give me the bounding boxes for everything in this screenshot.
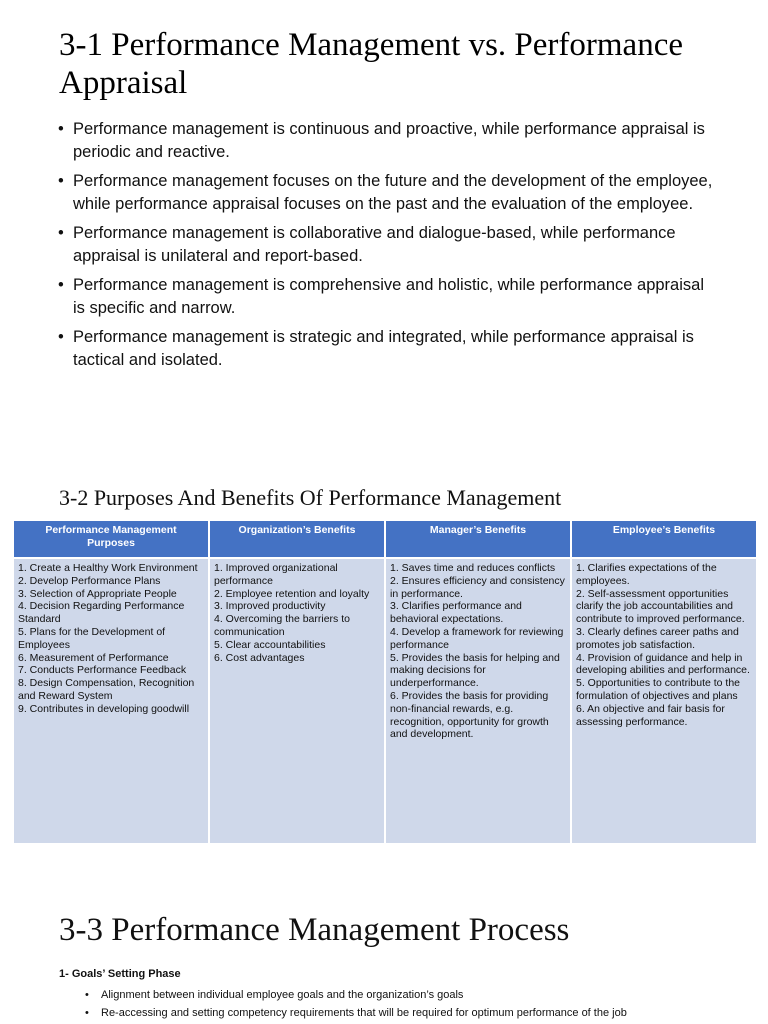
list-item: 8. Design Compensation, Recognition and Reward System [18, 677, 195, 702]
list-item: 6. Measurement of Performance [18, 651, 169, 664]
bullet-item [58, 170, 718, 216]
bullet-dot-icon: • [58, 120, 64, 138]
manager-benefits-cell [386, 559, 570, 843]
comparison-bullet-list [58, 118, 718, 378]
list-item: 3. Clarifies performance and behavioral expectations. [390, 600, 522, 626]
bullet-item [58, 118, 718, 164]
bullet-text: Re-accessing and setting competency requirements that will be required for optimum performance of the job [101, 1007, 627, 1019]
purposes-cell [14, 559, 208, 843]
list-item: 1. Saves time and reduces conflicts [390, 562, 556, 574]
section-1-title: 3-1 Performance Management vs. Performance Appraisal [59, 27, 684, 101]
bullet-item [58, 274, 718, 320]
bullet-item [85, 986, 755, 1004]
table-row [14, 559, 756, 843]
bullet-text: Performance management is comprehensive and holistic, while performance appraisal is specific and narrow. [73, 276, 704, 317]
bullet-item [58, 222, 718, 268]
list-item: 5. Provides the basis for helping and making decisions for underperformance. [390, 651, 560, 690]
list-item: 4. Overcoming the barriers to communication [214, 613, 350, 638]
header-purposes: Performance Management Purposes [14, 521, 208, 559]
bullet-dot-icon: • [85, 1007, 89, 1019]
list-item: 4. Provision of guidance and help in developing abilities and performance. [576, 651, 750, 677]
list-item: 7. Conducts Performance Feedback [18, 664, 187, 677]
phase-title: 1- Goals’ Setting Phase [59, 968, 181, 980]
list-item: 5. Plans for the Development of Employees [18, 625, 166, 651]
benefits-table [12, 521, 758, 843]
list-item: 2. Employee retention and loyalty [214, 587, 370, 600]
list-item: 3. Selection of Appropriate People [18, 587, 177, 600]
list-item: 2. Self-assessment opportunities clarify the job accountabilities and contribute to improved performance. [576, 587, 745, 626]
bullet-text: Performance management focuses on the future and the development of the employee, while performance appraisal focuses on the past and the evaluation of the employee. [73, 172, 713, 213]
bullet-text: Performance management is continuous and proactive, while performance appraisal is periodic and reactive. [73, 120, 705, 161]
organization-benefits-cell [210, 559, 384, 843]
list-item: 4. Develop a framework for reviewing performance [390, 625, 564, 651]
list-item: 6. Provides the basis for providing non-financial rewards, e.g. recognition, opportunity for growth and development. [390, 689, 549, 741]
employee-benefits-cell [572, 559, 756, 843]
table-header-row [14, 521, 756, 559]
bullet-dot-icon: • [58, 276, 64, 294]
list-item: 9. Contributes in developing goodwill [18, 702, 190, 715]
bullet-item [58, 326, 718, 372]
bullet-dot-icon: • [58, 328, 64, 346]
phase-bullet-list [85, 986, 755, 1022]
list-item: 3. Improved productivity [214, 600, 326, 613]
list-item: 5. Opportunities to contribute to the formulation of objectives and plans [576, 677, 741, 702]
list-item: 1. Create a Healthy Work Environment [18, 562, 198, 574]
header-manager-benefits: Manager’s Benefits [386, 521, 570, 559]
section-2-title: 3-2 Purposes And Benefits Of Performance Management [59, 485, 562, 510]
list-item: 5. Clear accountabilities [214, 638, 326, 651]
bullet-dot-icon: • [58, 224, 64, 242]
section-3-title: 3-3 Performance Management Process [59, 912, 570, 948]
header-employee-benefits: Employee’s Benefits [572, 521, 756, 559]
list-item: 6. Cost advantages [214, 651, 305, 664]
list-item: 3. Clearly defines career paths and promotes job satisfaction. [576, 625, 739, 651]
bullet-dot-icon: • [85, 989, 89, 1001]
list-item: 6. An objective and fair basis for assessing performance. [576, 702, 725, 728]
bullet-text: Alignment between individual employee goals and the organization’s goals [101, 989, 464, 1001]
list-item: 2. Ensures efficiency and consistency in performance. [390, 574, 565, 600]
header-organization-benefits: Organization’s Benefits [210, 521, 384, 559]
list-item: 4. Decision Regarding Performance Standard [18, 600, 185, 626]
bullet-text: Performance management is strategic and integrated, while performance appraisal is tactical and isolated. [73, 328, 694, 369]
list-item: 2. Develop Performance Plans [18, 574, 161, 587]
bullet-text: Performance management is collaborative and dialogue-based, while performance appraisal is unilateral and report-based. [73, 224, 676, 265]
list-item: 1. Clarifies expectations of the employees. [576, 562, 717, 587]
bullet-item [85, 1004, 755, 1022]
bullet-dot-icon: • [58, 172, 64, 190]
list-item: 1. Improved organizational performance [214, 562, 338, 587]
